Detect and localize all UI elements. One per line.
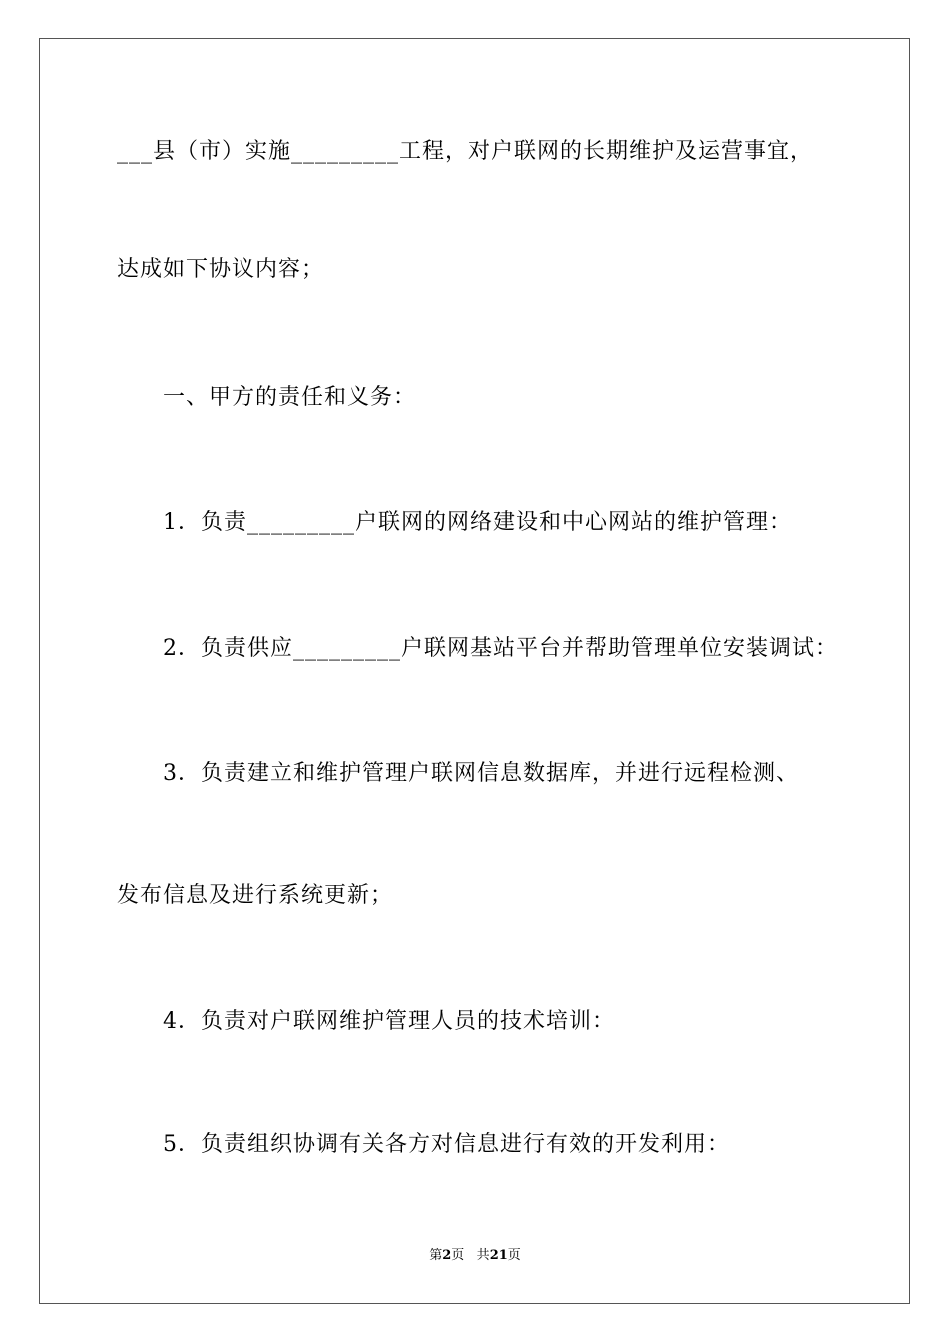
footer-total-pages: 21 xyxy=(489,1248,508,1263)
list-item-4: 4．负责对户联网维护管理人员的技术培训： xyxy=(163,1009,615,1034)
list-item-1: 1．负责_________户联网的网络建设和中心网站的维护管理： xyxy=(163,510,792,535)
list-item-3: 3．负责建立和维护管理户联网信息数据库，并进行远程检测、 xyxy=(163,761,799,786)
page-frame xyxy=(39,38,910,1304)
section-heading: 一、甲方的责任和义务： xyxy=(163,385,417,410)
footer-page-suffix: 页 xyxy=(451,1248,465,1263)
list-item-2: 2．负责供应_________户联网基站平台并帮助管理单位安装调试： xyxy=(163,636,838,661)
footer-page-number: 2 xyxy=(442,1248,452,1263)
footer-page-prefix: 第 xyxy=(429,1248,443,1263)
footer-total-suffix: 页 xyxy=(507,1248,521,1263)
paragraph-line-1: ___县（市）实施_________工程，对户联网的长期维护及运营事宜， xyxy=(117,139,814,164)
paragraph-line-2: 达成如下协议内容； xyxy=(117,257,325,282)
list-item-5: 5．负责组织协调有关各方对信息进行有效的开发利用： xyxy=(163,1132,730,1157)
page-footer xyxy=(0,1247,950,1265)
footer-total-prefix: 共 xyxy=(476,1248,490,1263)
list-item-3-continuation: 发布信息及进行系统更新； xyxy=(117,883,394,908)
